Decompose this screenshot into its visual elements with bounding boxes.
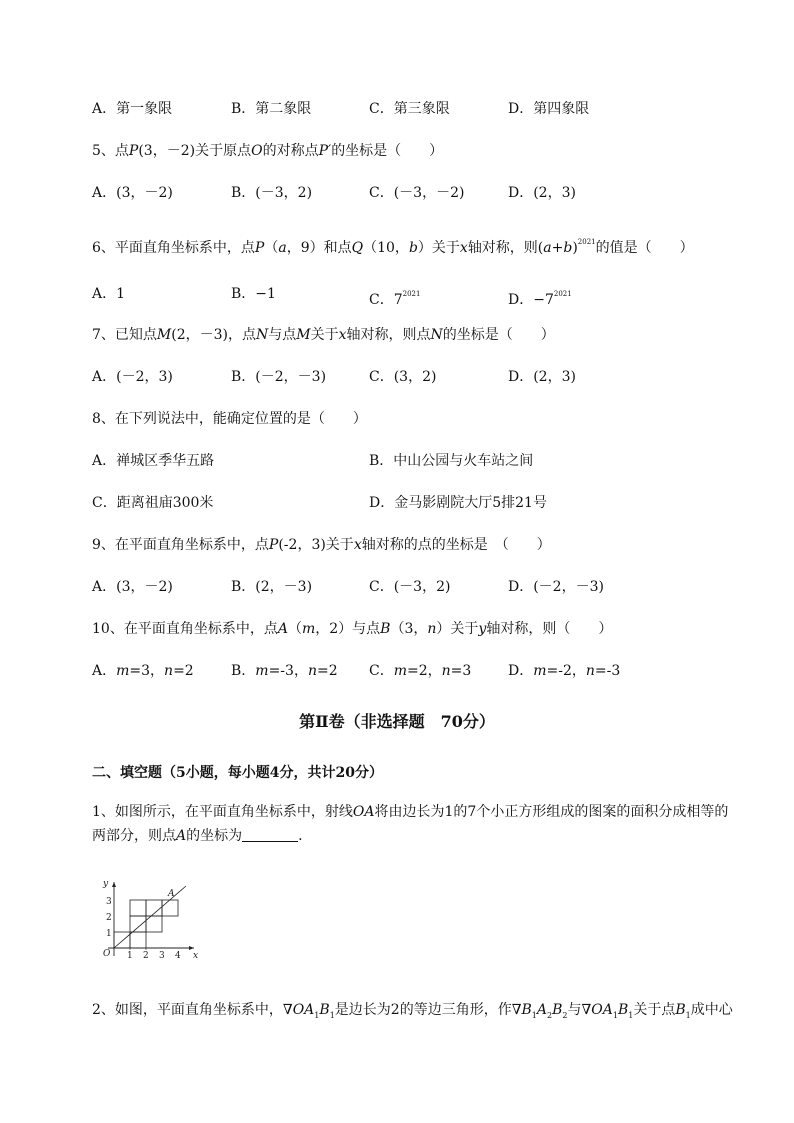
q7-option-b[interactable]: B．(－2，－3) (231, 369, 327, 385)
q6-var: a (278, 240, 287, 256)
ray-oa (114, 886, 186, 948)
y-tick-label: 3 (106, 897, 112, 907)
fill2-sub: 1 (531, 1010, 537, 1020)
y-tick-label: 2 (106, 913, 112, 923)
q6-var: a+b (543, 240, 573, 256)
q10-var: n (427, 621, 437, 637)
q6-var: x (459, 240, 468, 256)
fill2-var: B (675, 1002, 686, 1018)
q5-option-d[interactable]: D．(2，3) (508, 185, 576, 201)
q10-d-var: n (585, 663, 595, 679)
q5-var: P (128, 143, 139, 159)
point-a-label: A (168, 889, 175, 899)
q9-stem (92, 536, 551, 554)
q5-var: O (251, 143, 263, 159)
q9-option-c[interactable]: C．(－3，2) (369, 579, 451, 595)
fill2-sub: 2 (547, 1010, 553, 1020)
x-tick-label: 4 (175, 951, 181, 961)
q6-stem (92, 233, 694, 257)
q9-var: x (353, 537, 362, 553)
q5-text: 5、点 (92, 143, 129, 159)
q10-a-text: =2 (173, 663, 194, 679)
q6-text: 6、平面直角坐标系中，点 (92, 240, 255, 256)
q9-option-b[interactable]: B．(2，－3) (231, 579, 313, 595)
fill1-text: 将由边长为1的7个小正方形组成的图案的面积分成相等的两部分，则点 (92, 804, 729, 844)
q7-text: (2，－3)，点 (171, 327, 257, 343)
q7-var: N (430, 327, 443, 343)
q8-option-a[interactable]: A．禅城区季华五路 (92, 453, 215, 469)
q5-option-c[interactable]: C．(－3，－2) (369, 185, 465, 201)
q10-a-var: m (116, 663, 130, 679)
q6-option-d-exponent: 2021 (553, 290, 572, 298)
q6-exponent: 2021 (577, 238, 596, 246)
fill2-var: ∇B (511, 1002, 532, 1018)
q5-text: 的坐标是（ ） (331, 143, 444, 159)
q7-text: 7、已知点 (92, 327, 157, 343)
q10-d-var: m (533, 663, 547, 679)
q6-text: （ (264, 240, 279, 256)
q10-var: A (277, 621, 288, 637)
q6-var: Q (351, 240, 364, 256)
q7-text: 的坐标是（ ） (442, 327, 555, 343)
section-title: 第Ⅱ卷（非选择题 70分） (299, 712, 495, 731)
q10-var: m (301, 621, 316, 637)
q5-text: 的对称点 (262, 143, 319, 159)
square (162, 900, 178, 916)
x-tick-label: 3 (159, 951, 165, 961)
q5-stem (92, 142, 443, 160)
q10-b-var: m (255, 663, 269, 679)
q10-b-text: B． (231, 663, 256, 679)
fill1-stem (92, 800, 742, 848)
unit-squares (114, 900, 178, 948)
q9-var: P (268, 537, 279, 553)
q6-text: （10， (363, 240, 409, 256)
q5-var: P′ (318, 143, 332, 159)
q9-option-a[interactable]: A．(3，－2) (92, 579, 173, 595)
q10-option-c[interactable] (369, 662, 471, 680)
q8-option-b[interactable]: B．中山公园与火车站之间 (369, 453, 534, 469)
part2-heading: 二、填空题（5小题，每小题4分，共计20分） (92, 765, 383, 781)
x-axis-label: x (193, 951, 199, 961)
fill2-sub: 1 (329, 1010, 335, 1020)
square (130, 900, 146, 916)
fill1-var: OA (352, 804, 375, 820)
fill1-text: . (298, 828, 303, 844)
q10-d-text: D． (508, 663, 534, 679)
fill2-text: 2、如图，平面直角坐标系中， (92, 1002, 283, 1018)
fill2-text: 成中心 (690, 1002, 733, 1018)
q6-option-d[interactable] (508, 285, 572, 309)
q10-option-a[interactable] (92, 662, 194, 680)
q9-text: 9、在平面直角坐标系中，点 (92, 537, 269, 553)
fill2-sub: 1 (612, 1010, 618, 1020)
q5-option-b[interactable]: B．(－3，2) (231, 185, 313, 201)
fill2-sub: 1 (314, 1010, 320, 1020)
q7-text: 关于 (310, 327, 339, 343)
q6-text: 的值是（ ） (595, 240, 694, 256)
fill2-sub: 1 (685, 1010, 691, 1020)
q6-text: ，9）和点 (286, 240, 352, 256)
q8-option-c[interactable]: C．距离祖庙300米 (92, 495, 214, 511)
q6-option-c-exponent: 2021 (402, 290, 421, 298)
q10-text: ）关于 (436, 621, 479, 637)
q6-text: ）关于 (417, 240, 460, 256)
fill2-var: ∇OA (282, 1002, 315, 1018)
fill2-text: 与 (567, 1002, 582, 1018)
q10-a-var: n (164, 663, 174, 679)
q4-option-d[interactable]: D．第四象限 (508, 101, 590, 117)
q10-c-text: =2， (407, 663, 442, 679)
q7-var: M (296, 327, 311, 343)
q4-option-a[interactable]: A．第一象限 (92, 101, 173, 117)
fill2-var: B (319, 1002, 330, 1018)
axes (108, 882, 194, 956)
q10-text: 轴对称，则（ ） (486, 621, 613, 637)
q9-option-d[interactable]: D．(－2，－3) (508, 579, 604, 595)
q10-b-var: n (307, 663, 317, 679)
q7-text: 轴对称，则点 (346, 327, 431, 343)
q6-option-c[interactable] (369, 285, 420, 309)
q4-option-b[interactable]: B．第二象限 (231, 101, 312, 117)
q7-var: x (338, 327, 347, 343)
square (130, 932, 146, 948)
q6-option-b[interactable]: B．−1 (231, 286, 276, 302)
fill1-text: 1、如图所示，在平面直角坐标系中，射线 (92, 804, 353, 820)
q10-d-text: =-3 (594, 663, 621, 679)
q10-c-text: C． (369, 663, 394, 679)
q10-b-text: =-3， (268, 663, 308, 679)
q7-option-c[interactable]: C．(3，2) (369, 369, 437, 385)
q10-var: y (478, 621, 487, 637)
q9-text: 轴对称的点的坐标是 （ ） (361, 537, 551, 553)
x-axis-arrow-icon (189, 946, 194, 950)
y-tick-label: 1 (106, 929, 112, 939)
x-tick-label: 2 (143, 951, 149, 961)
q5-option-a[interactable]: A．(3，－2) (92, 185, 173, 201)
q10-c-var: m (393, 663, 407, 679)
fill1-var: A (176, 828, 187, 844)
q10-text: 10、在平面直角坐标系中，点 (92, 621, 278, 637)
q4-option-c[interactable]: C．第三象限 (369, 101, 450, 117)
fill2-var: A (536, 1002, 547, 1018)
origin-label: O (103, 949, 111, 959)
q10-c-var: n (441, 663, 451, 679)
q10-a-text: =3， (129, 663, 165, 679)
fill2-var: B (617, 1002, 629, 1018)
x-tick-label: 1 (127, 951, 133, 961)
y-axis-arrow-icon (112, 882, 116, 887)
fill1-text: 的坐标为 (186, 828, 243, 844)
grid-figure (98, 876, 204, 964)
q10-option-b[interactable] (231, 662, 338, 680)
q7-stem (92, 326, 555, 344)
q10-option-d[interactable] (508, 662, 620, 680)
q10-text: ，2）与点 (315, 621, 381, 637)
fill1-answer-blank[interactable] (242, 827, 298, 842)
q6-text: 轴对称，则( (467, 240, 544, 256)
q6-option-a[interactable]: A．1 (92, 286, 126, 302)
q8-option-d[interactable]: D．金马影剧院大厅5排21号 (369, 495, 547, 511)
fill2-sub: 2 (562, 1010, 568, 1020)
q10-text: （ (287, 621, 302, 637)
q7-var: N (256, 327, 269, 343)
q6-var: P (254, 240, 265, 256)
q7-option-d[interactable]: D．(2，3) (508, 369, 576, 385)
q7-var: M (156, 327, 172, 343)
fill2-text: 是边长为2的等边三角形，作 (334, 1002, 512, 1018)
q7-option-a[interactable]: A．(－2，3) (92, 369, 173, 385)
q10-var: B (380, 621, 391, 637)
q10-d-text: =-2， (546, 663, 586, 679)
q10-text: （3， (390, 621, 428, 637)
fill2-var: B (552, 1002, 563, 1018)
q9-text: (-2，3)关于 (278, 537, 354, 553)
q5-text: (3，－2)关于原点 (138, 143, 252, 159)
fill2-var: ∇OA (581, 1002, 613, 1018)
q10-stem (92, 620, 612, 638)
q6-option-d-text: D．−7 (508, 292, 554, 308)
q10-b-text: =2 (316, 663, 338, 679)
fill2-text: 关于点 (633, 1002, 676, 1018)
q10-a-text: A． (92, 663, 117, 679)
q6-var: b (408, 240, 418, 256)
q6-text: ) (572, 240, 578, 256)
square (130, 916, 146, 932)
q8-stem: 8、在下列说法中，能确定位置的是（ ） (92, 411, 367, 427)
y-axis-label: y (103, 879, 109, 889)
q6-option-c-text: C．7 (369, 292, 403, 308)
q7-text: 与点 (268, 327, 297, 343)
fill2-sub: 1 (628, 1010, 634, 1020)
q10-c-text: =3 (450, 663, 472, 679)
fill2-stem (92, 1001, 733, 1025)
